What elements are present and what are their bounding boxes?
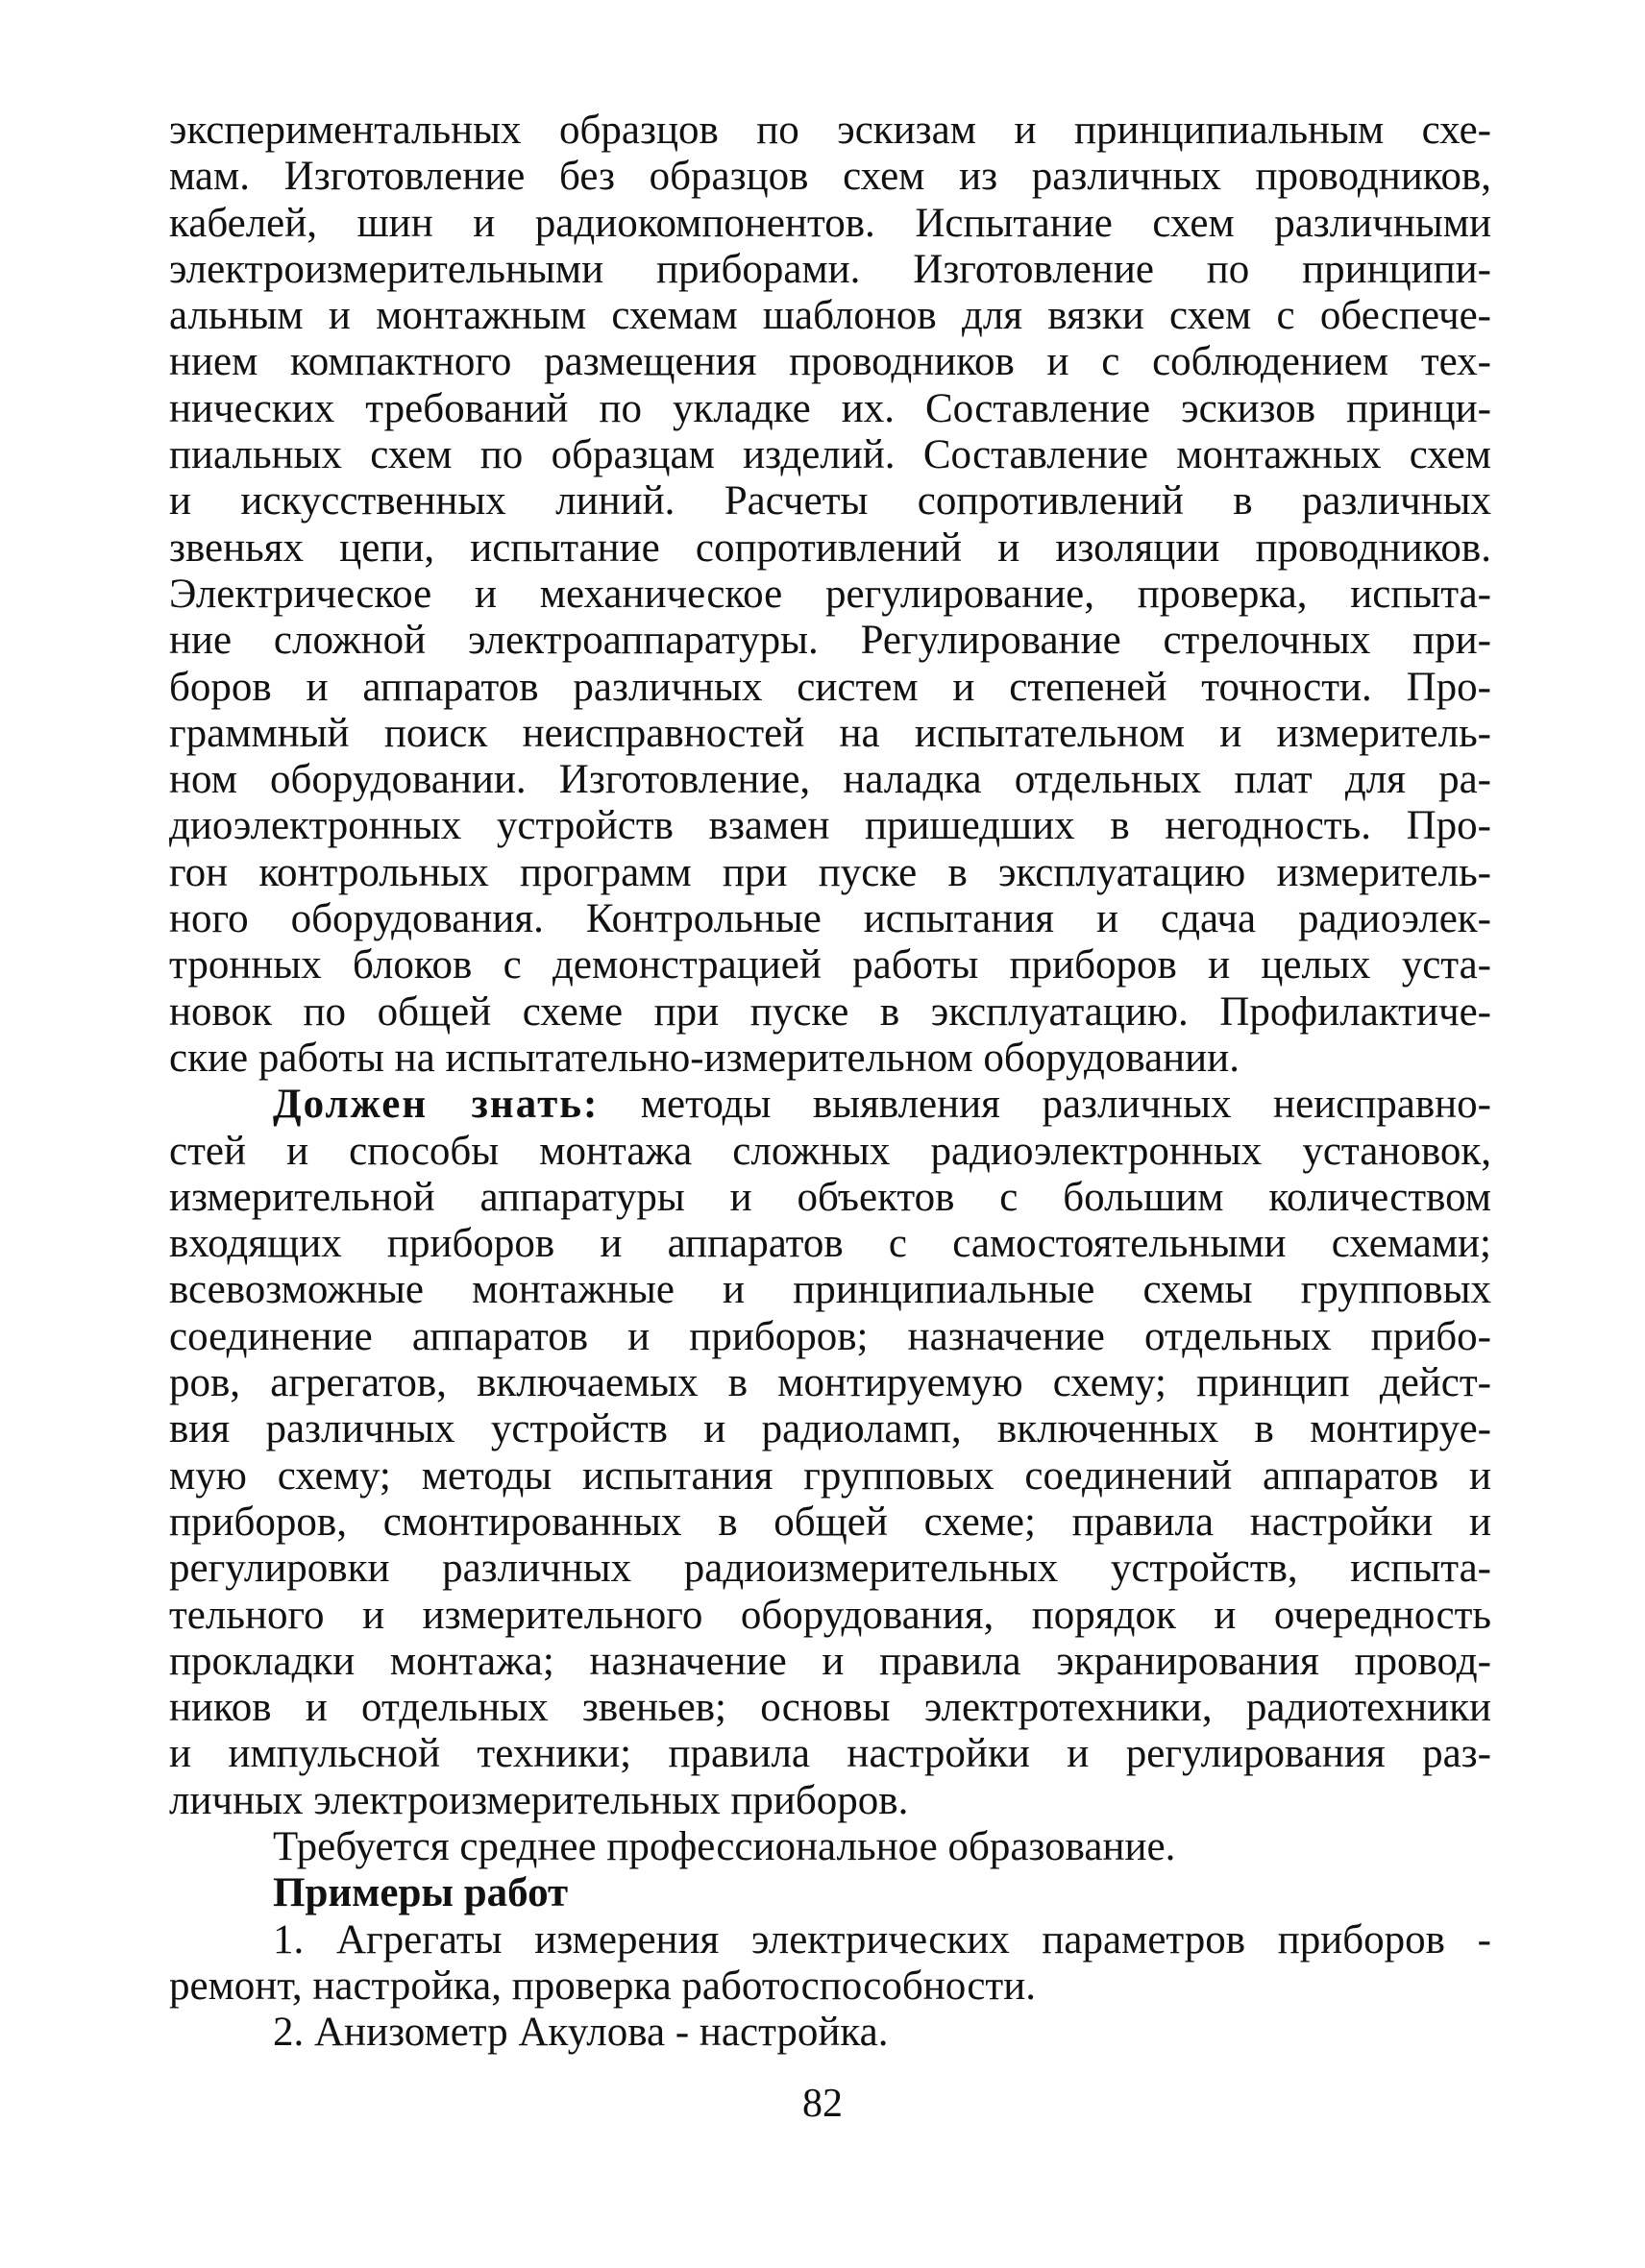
text-line: ном оборудовании. Изготовление, наладка отдельных плат для ра- [169,757,1491,803]
text-line: и импульсной техники; правила настройки и регулирования раз- [169,1731,1491,1777]
text-line: всевозможные монтажные и принципиальные схемы групповых [169,1267,1491,1313]
text-line: ние сложной электроаппаратуры. Регулирование стрелочных при- [169,618,1491,664]
text-line: ного оборудования. Контрольные испытания и сдача радиоэлек- [169,896,1491,942]
text-line: регулировки различных радиоизмерительных устройств, испыта- [169,1546,1491,1592]
text-line: стей и способы монтажа сложных радиоэлектронных установок, [169,1128,1491,1174]
text-line: экспериментальных образцов по эскизам и принципиальным схе- [169,108,1491,153]
text-line: мую схему; методы испытания групповых соединений аппаратов и [169,1452,1491,1499]
paragraph-work-description [169,108,1491,1082]
text-line: электроизмерительными приборами. Изготовление по принципи- [169,246,1491,292]
text-line: и искусственных линий. Расчеты сопротивлений в различных [169,478,1491,524]
examples-heading: Примеры работ [273,1870,569,1916]
education-requirement: Требуется среднее профессиональное образование. [273,1823,1176,1869]
text-line: измерительной аппаратуры и объектов с большим количеством [169,1174,1491,1220]
text-line: ров, агрегатов, включаемых в монтируемую схему; принцип дейст- [169,1360,1491,1406]
text-line: тельного и измерительного оборудования, порядок и очередность [169,1592,1491,1638]
text-line: новок по общей схеме при пуске в эксплуатацию. Профилактиче- [169,988,1491,1035]
examples-list [169,1917,1491,2057]
must-know-label: Должен знать: [273,1082,600,1128]
text-line: мам. Изготовление без образцов схем из различных проводников, [169,154,1491,200]
text-line: граммный поиск неисправностей на испытательном и измеритель- [169,710,1491,756]
text-line [169,1082,1491,1128]
text-line: соединение аппаратов и приборов; назначение отдельных прибо- [169,1313,1491,1359]
example-item-1-line-1: 1. Агрегаты измерения электрических параметров приборов - [273,1916,1491,1963]
text-line: боров и аппаратов различных систем и степеней точности. Про- [169,664,1491,710]
page-number: 82 [802,2082,843,2126]
text-line: прокладки монтажа; назначение и правила экранирования провод- [169,1638,1491,1684]
text-line: тронных блоков с демонстрацией работы приборов и целых уста- [169,942,1491,988]
text-line: альным и монтажным схемам шаблонов для вязки схем с обеспече- [169,293,1491,339]
text-line: кабелей, шин и радиокомпонентов. Испытание схем различными [169,200,1491,246]
paragraph-must-know [169,1082,1491,1824]
text-line: звеньях цепи, испытание сопротивлений и изоляции проводников. [169,524,1491,571]
text-line: приборов, смонтированных в общей схеме; правила настройки и [169,1499,1491,1545]
text-line: ские работы на испытательно-измерительном оборудовании. [169,1035,1240,1081]
text-line: нических требований по укладке их. Составление эскизов принци- [169,385,1491,431]
text-line: ников и отдельных звеньев; основы электротехники, радиотехники [169,1685,1491,1731]
text-line: нием компактного размещения проводников и с соблюдением тех- [169,339,1491,385]
must-know-first-line-text: методы выявления различных неисправно- [640,1082,1491,1128]
text-line: диоэлектронных устройств взамен пришедших в негодность. Про- [169,803,1491,849]
text-line: личных электроизмерительных приборов. [169,1777,909,1823]
text-line: вия различных устройств и радиоламп, включенных в монтируе- [169,1406,1491,1452]
text-line: входящих приборов и аппаратов с самостоятельными схемами; [169,1221,1491,1267]
text-line: гон контрольных программ при пуске в эксплуатацию измеритель- [169,849,1491,895]
text-line: пиальных схем по образцам изделий. Составление монтажных схем [169,432,1491,478]
example-item-1-line-2: ремонт, настройка, проверка работоспособности. [169,1963,1036,2009]
document-body [169,108,1491,2056]
text-line: Электрическое и механическое регулирование, проверка, испыта- [169,571,1491,617]
example-item-2: 2. Анизометр Акулова - настройка. [273,2010,889,2056]
